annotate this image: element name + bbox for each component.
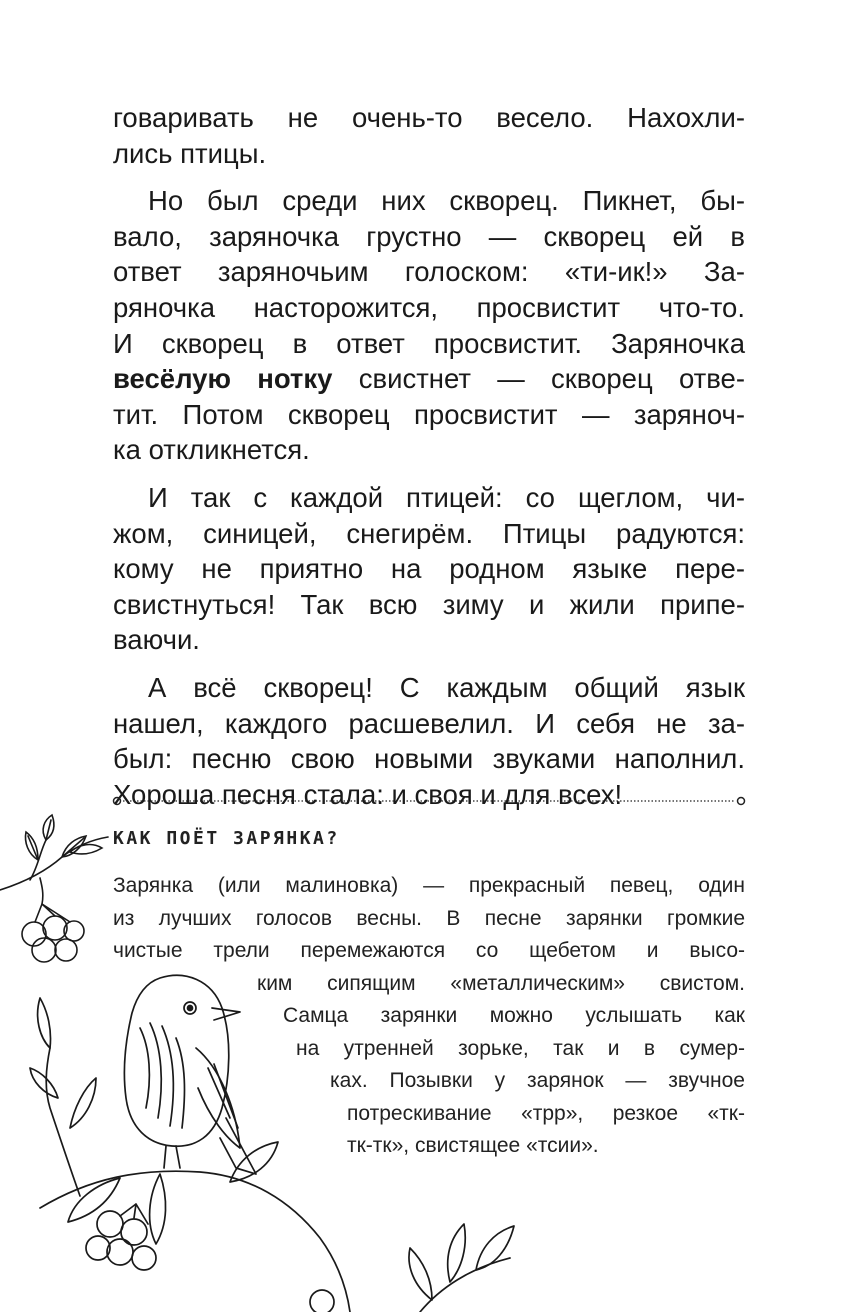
info-line: Самца зарянки можно услышать как	[283, 1004, 745, 1027]
text-line: вало, заряночка грустно — скворец ей в	[113, 220, 745, 252]
info-line: чистые трели перемежаются со щебетом и высо-	[113, 939, 745, 962]
text-line: ка откликнется.	[113, 434, 310, 466]
info-box-title: КАК ПОЁТ ЗАРЯНКА?	[113, 828, 340, 849]
info-line: Зарянка (или малиновка) — прекрасный певец, один	[113, 874, 745, 897]
text-line: ответ заряночьим голоском: «ти-ик!» За-	[113, 256, 745, 288]
text-line: тит. Потом скворец просвистит — заряноч-	[113, 398, 745, 430]
info-box-text	[113, 870, 745, 968]
bold-phrase: весёлую нотку	[113, 363, 333, 395]
text-line: нашел, каждого расшевелил. И себя не за-	[113, 707, 745, 739]
text-line: И скворец в ответ просвистит. Заряночка	[113, 327, 745, 359]
text-line: жом, синицей, снегирём. Птицы радуются:	[113, 517, 745, 549]
text-line: И так с каждой птицей: со щеглом, чи-	[148, 481, 745, 513]
robin-bird-illustration	[0, 968, 540, 1312]
text-line: ряночка насторожится, просвистит что-то.	[113, 291, 745, 323]
text-line: был: песню свою новыми звуками наполнил.	[113, 743, 745, 775]
text-line: свистнуться! Так всю зиму и жили припе-	[113, 588, 745, 620]
text-line: говаривать не очень-то весело. Нахохли-	[113, 102, 745, 133]
info-line: тк-тк», свистящее «тсии».	[347, 1134, 599, 1157]
info-line: из лучших голосов весны. В песне зарянки громкие	[113, 906, 745, 930]
text-line: весёлую нотку свистнет — скворец отве-	[113, 363, 745, 395]
text-line: А всё скворец! С каждым общий язык	[148, 671, 745, 703]
text-line: ваючи.	[113, 624, 200, 656]
info-line: потрескивание «трр», резкое «тк-	[347, 1101, 745, 1125]
dotted-divider	[112, 796, 746, 806]
text-line: Но был среди них скворец. Пикнет, бы-	[148, 185, 745, 217]
info-line: ким сипящим «металлическим» свистом.	[257, 971, 745, 995]
info-line: ках. Позывки у зарянок — звучное	[330, 1069, 745, 1092]
text-line: Хороша песня стала: и своя и для всех!	[113, 778, 623, 810]
story-text	[113, 100, 745, 812]
text-line: лись птицы.	[113, 137, 267, 169]
text-line: кому не приятно на родном языке пере-	[113, 553, 745, 585]
info-line: на утренней зорьке, так и в сумер-	[296, 1036, 745, 1060]
berry-branch-illustration	[0, 812, 112, 972]
